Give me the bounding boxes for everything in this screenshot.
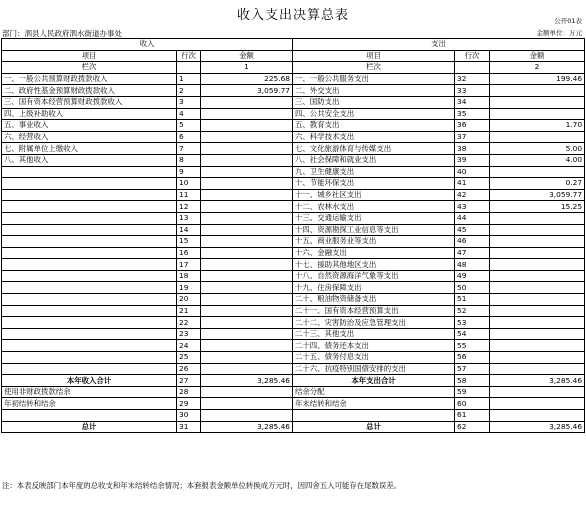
expense-amount	[490, 410, 585, 422]
income-amount: 3,285.46	[201, 375, 293, 387]
table-row	[2, 398, 585, 410]
expense-item: 十二、农林水支出	[293, 201, 455, 213]
expense-item: 二十二、灾害防治及应急管理支出	[293, 317, 455, 329]
expense-amount	[490, 363, 585, 375]
expense-row-no: 46	[455, 236, 490, 248]
expense-item: 十四、资源勘探工业信息等支出	[293, 224, 455, 236]
income-item	[2, 212, 177, 224]
income-row-no: 12	[177, 201, 201, 213]
income-item: 二、政府性基金预算财政拨款收入	[2, 85, 177, 97]
expense-amount	[490, 294, 585, 306]
footnote: 注：本表反映部门本年度的总收支和年末结转结余情况；本套报表金额单位转换成万元时，因四舍五入可能存在尾数误差。	[2, 481, 402, 490]
income-item: 六、经营收入	[2, 131, 177, 143]
expense-amount	[490, 212, 585, 224]
income-amount	[201, 363, 293, 375]
income-amount	[201, 294, 293, 306]
expense-row-no: 50	[455, 282, 490, 294]
income-amount	[201, 166, 293, 178]
table-row	[2, 375, 585, 387]
expense-item: 结余分配	[293, 386, 455, 398]
income-amount	[201, 270, 293, 282]
table-row	[2, 108, 585, 120]
form-number: 公开01表	[554, 17, 582, 25]
income-item: 四、上级补助收入	[2, 108, 177, 120]
income-item	[2, 201, 177, 213]
income-amount	[201, 247, 293, 259]
expense-row-no: 47	[455, 247, 490, 259]
expense-item: 二十四、债务还本支出	[293, 340, 455, 352]
expense-row-no: 49	[455, 270, 490, 282]
income-amount	[201, 259, 293, 271]
income-item	[2, 363, 177, 375]
expense-item: 五、教育支出	[293, 120, 455, 132]
income-amount	[201, 340, 293, 352]
income-row-no: 2	[177, 85, 201, 97]
expense-row-no: 55	[455, 340, 490, 352]
expense-row-no: 44	[455, 212, 490, 224]
income-item: 八、其他收入	[2, 154, 177, 166]
expense-row-no: 54	[455, 328, 490, 340]
income-amount	[201, 178, 293, 190]
expense-item-header: 项目	[293, 50, 455, 62]
expense-col-blank	[455, 62, 490, 74]
table-row	[2, 270, 585, 282]
income-amount	[201, 131, 293, 143]
income-amount	[201, 120, 293, 132]
table-row	[2, 410, 585, 422]
expense-item: 二十、粮油物资储备支出	[293, 294, 455, 306]
income-amount	[201, 410, 293, 422]
expense-row-no: 34	[455, 96, 490, 108]
income-row-no: 15	[177, 236, 201, 248]
income-row-no: 1	[177, 73, 201, 85]
table-row	[2, 421, 585, 433]
expense-item	[293, 410, 455, 422]
table-row	[2, 96, 585, 108]
table-row	[2, 120, 585, 132]
expense-row-no: 58	[455, 375, 490, 387]
income-row-no: 16	[177, 247, 201, 259]
expense-item: 二十三、其他支出	[293, 328, 455, 340]
income-row-no: 4	[177, 108, 201, 120]
expense-row-no: 60	[455, 398, 490, 410]
income-col-1: 1	[201, 62, 293, 74]
income-amount	[201, 189, 293, 201]
expense-col-2: 2	[490, 62, 585, 74]
expense-item: 四、公共安全支出	[293, 108, 455, 120]
expense-amount: 5.00	[490, 143, 585, 155]
expense-item: 总计	[293, 421, 455, 433]
expense-amount: 0.27	[490, 178, 585, 190]
table-row	[2, 178, 585, 190]
income-row-no: 19	[177, 282, 201, 294]
income-amount	[201, 236, 293, 248]
expense-amount-header: 金额	[490, 50, 585, 62]
expense-row-no: 61	[455, 410, 490, 422]
income-amount	[201, 352, 293, 364]
income-item: 三、国有资本经营预算财政拨款收入	[2, 96, 177, 108]
income-row-no: 8	[177, 154, 201, 166]
income-row-no: 6	[177, 131, 201, 143]
expense-item: 八、社会保障和就业支出	[293, 154, 455, 166]
income-item	[2, 259, 177, 271]
report-title: 收入支出决算总表	[236, 8, 349, 23]
income-amount	[201, 224, 293, 236]
income-amount: 225.68	[201, 73, 293, 85]
expense-header: 支出	[293, 39, 585, 51]
expense-row-no: 52	[455, 305, 490, 317]
expense-row-no: 57	[455, 363, 490, 375]
expense-amount	[490, 166, 585, 178]
income-amount	[201, 386, 293, 398]
header-row-section	[2, 39, 585, 51]
income-row-no: 26	[177, 363, 201, 375]
income-row-no: 14	[177, 224, 201, 236]
income-item: 使用非财政拨款结余	[2, 386, 177, 398]
expense-amount	[490, 131, 585, 143]
expense-amount: 15.25	[490, 201, 585, 213]
expense-amount	[490, 352, 585, 364]
expense-amount	[490, 96, 585, 108]
table-row	[2, 294, 585, 306]
income-row-no: 27	[177, 375, 201, 387]
income-item	[2, 166, 177, 178]
income-item	[2, 270, 177, 282]
expense-item: 十七、援助其他地区支出	[293, 259, 455, 271]
income-amount	[201, 154, 293, 166]
income-item: 总计	[2, 421, 177, 433]
table-row	[2, 340, 585, 352]
expense-amount: 3,285.46	[490, 421, 585, 433]
income-row-no: 9	[177, 166, 201, 178]
income-row-no: 28	[177, 386, 201, 398]
expense-row-no: 41	[455, 178, 490, 190]
table-row	[2, 259, 585, 271]
expense-item: 十九、住房保障支出	[293, 282, 455, 294]
table-row	[2, 247, 585, 259]
expense-item: 二、外交支出	[293, 85, 455, 97]
income-item	[2, 294, 177, 306]
table-row	[2, 282, 585, 294]
income-item: 本年收入合计	[2, 375, 177, 387]
income-item	[2, 236, 177, 248]
income-row-no: 17	[177, 259, 201, 271]
expense-row-no: 32	[455, 73, 490, 85]
expense-row-no: 53	[455, 317, 490, 329]
expense-amount	[490, 270, 585, 282]
expense-row-no: 36	[455, 120, 490, 132]
income-item-header: 项目	[2, 50, 177, 62]
income-item	[2, 189, 177, 201]
income-item	[2, 282, 177, 294]
expense-item: 六、科学技术支出	[293, 131, 455, 143]
expense-row-no: 40	[455, 166, 490, 178]
table-row	[2, 317, 585, 329]
department-label: 部门：泗县人民政府泗水街道办事处	[2, 29, 122, 38]
income-amount	[201, 317, 293, 329]
expense-item: 十一、城乡社区支出	[293, 189, 455, 201]
expense-row-no: 42	[455, 189, 490, 201]
expense-row-no: 35	[455, 108, 490, 120]
income-item: 年初结转和结余	[2, 398, 177, 410]
income-item	[2, 328, 177, 340]
expense-row-no: 43	[455, 201, 490, 213]
expense-row-no: 59	[455, 386, 490, 398]
expense-item: 年末结转和结余	[293, 398, 455, 410]
income-item	[2, 178, 177, 190]
table-row	[2, 352, 585, 364]
expense-amount: 3,285.46	[490, 375, 585, 387]
income-amount	[201, 96, 293, 108]
expense-amount: 199.46	[490, 73, 585, 85]
income-row-no: 18	[177, 270, 201, 282]
income-row-no: 22	[177, 317, 201, 329]
income-amount	[201, 398, 293, 410]
income-row-no: 13	[177, 212, 201, 224]
table-row	[2, 224, 585, 236]
expense-item: 十六、金融支出	[293, 247, 455, 259]
income-item	[2, 340, 177, 352]
header-row-columns	[2, 50, 585, 62]
expense-row-no-header: 行次	[455, 50, 490, 62]
expense-item: 本年支出合计	[293, 375, 455, 387]
expense-amount	[490, 224, 585, 236]
table-row	[2, 236, 585, 248]
income-amount	[201, 282, 293, 294]
expense-amount	[490, 386, 585, 398]
expense-amount	[490, 282, 585, 294]
income-amount: 3,059.77	[201, 85, 293, 97]
expense-item: 十五、商业服务业等支出	[293, 236, 455, 248]
expense-row-no: 45	[455, 224, 490, 236]
unit-label: 金额单位：万元	[536, 29, 582, 37]
income-row-no: 31	[177, 421, 201, 433]
income-amount: 3,285.46	[201, 421, 293, 433]
income-item	[2, 410, 177, 422]
expense-row-no: 33	[455, 85, 490, 97]
expense-row-no: 38	[455, 143, 490, 155]
expense-row-no: 62	[455, 421, 490, 433]
table-row	[2, 212, 585, 224]
table-row	[2, 143, 585, 155]
expense-col-label: 栏次	[293, 62, 455, 74]
expense-item: 十八、自然资源海洋气象等支出	[293, 270, 455, 282]
expense-amount	[490, 236, 585, 248]
income-row-no: 25	[177, 352, 201, 364]
income-row-no: 20	[177, 294, 201, 306]
expense-item: 十、节能环保支出	[293, 178, 455, 190]
expense-row-no: 39	[455, 154, 490, 166]
income-item	[2, 247, 177, 259]
income-amount	[201, 305, 293, 317]
income-item	[2, 224, 177, 236]
expense-amount: 1.70	[490, 120, 585, 132]
expense-amount: 3,059.77	[490, 189, 585, 201]
income-item: 七、附属单位上缴收入	[2, 143, 177, 155]
table-row	[2, 201, 585, 213]
expense-amount	[490, 305, 585, 317]
table-row	[2, 305, 585, 317]
income-amount	[201, 201, 293, 213]
table-row	[2, 131, 585, 143]
income-row-no: 10	[177, 178, 201, 190]
expense-row-no: 37	[455, 131, 490, 143]
expense-amount	[490, 398, 585, 410]
expense-amount	[490, 247, 585, 259]
expense-row-no: 51	[455, 294, 490, 306]
income-item	[2, 352, 177, 364]
table-row	[2, 363, 585, 375]
income-amount	[201, 328, 293, 340]
income-item	[2, 305, 177, 317]
table-row	[2, 73, 585, 85]
table-row	[2, 386, 585, 398]
income-header: 收入	[2, 39, 293, 51]
header-row-col-index	[2, 62, 585, 74]
expense-amount	[490, 340, 585, 352]
expense-amount	[490, 108, 585, 120]
table-row	[2, 328, 585, 340]
income-col-label: 栏次	[2, 62, 177, 74]
income-expense-table	[1, 38, 585, 433]
expense-amount: 4.00	[490, 154, 585, 166]
expense-item: 九、卫生健康支出	[293, 166, 455, 178]
table-row	[2, 189, 585, 201]
income-col-blank	[177, 62, 201, 74]
table-row	[2, 154, 585, 166]
income-row-no: 3	[177, 96, 201, 108]
expense-row-no: 56	[455, 352, 490, 364]
table-row	[2, 85, 585, 97]
expense-item: 一、一般公共服务支出	[293, 73, 455, 85]
income-item: 一、一般公共预算财政拨款收入	[2, 73, 177, 85]
income-amount	[201, 143, 293, 155]
income-amount-header: 金额	[201, 50, 293, 62]
income-row-no: 29	[177, 398, 201, 410]
expense-item: 二十一、国有资本经营预算支出	[293, 305, 455, 317]
income-row-no: 30	[177, 410, 201, 422]
expense-item: 二十六、抗疫特别国债安排的支出	[293, 363, 455, 375]
income-row-no: 5	[177, 120, 201, 132]
income-row-no: 7	[177, 143, 201, 155]
income-row-no: 23	[177, 328, 201, 340]
expense-item: 二十五、债务付息支出	[293, 352, 455, 364]
expense-item: 七、文化旅游体育与传媒支出	[293, 143, 455, 155]
income-amount	[201, 212, 293, 224]
expense-amount	[490, 259, 585, 271]
income-item: 五、事业收入	[2, 120, 177, 132]
income-row-no-header: 行次	[177, 50, 201, 62]
expense-amount	[490, 328, 585, 340]
expense-item: 十三、交通运输支出	[293, 212, 455, 224]
income-row-no: 24	[177, 340, 201, 352]
expense-amount	[490, 85, 585, 97]
table-body	[2, 73, 585, 432]
table-row	[2, 166, 585, 178]
expense-row-no: 48	[455, 259, 490, 271]
income-amount	[201, 108, 293, 120]
expense-amount	[490, 317, 585, 329]
expense-item: 三、国防支出	[293, 96, 455, 108]
income-row-no: 11	[177, 189, 201, 201]
income-row-no: 21	[177, 305, 201, 317]
income-item	[2, 317, 177, 329]
